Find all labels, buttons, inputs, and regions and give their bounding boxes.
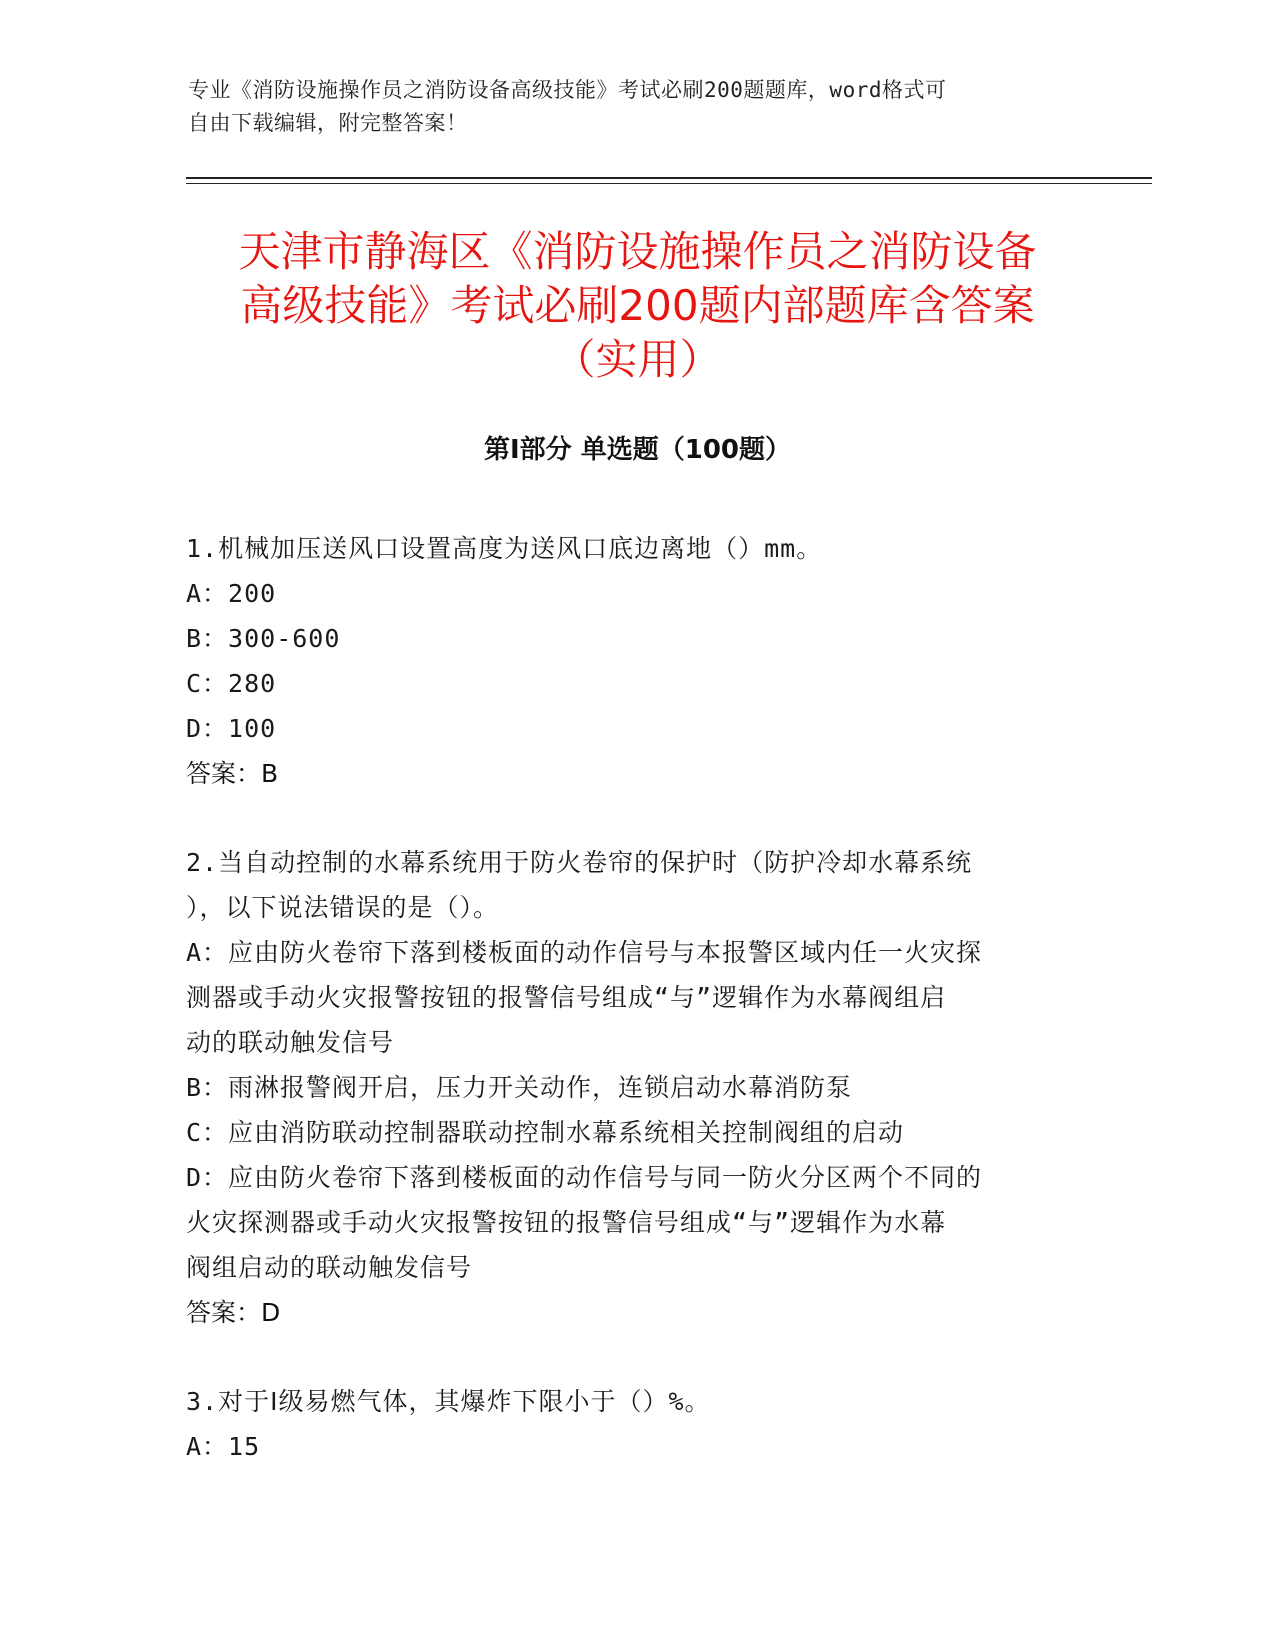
title-line: 高级技能》考试必刷200题内部题库含答案 bbox=[240, 281, 1035, 330]
option-c: C：应由消防联动控制器联动控制水幕系统相关控制阀组的启动 bbox=[186, 1118, 905, 1147]
question-stem: 3.对于Ⅰ级易燃气体，其爆炸下限小于（）%。 bbox=[186, 1387, 711, 1416]
option-b: B：雨淋报警阀开启，压力开关动作，连锁启动水幕消防泵 bbox=[186, 1073, 853, 1102]
option-b: B：300-600 bbox=[186, 624, 341, 653]
answer-line: 答案：B bbox=[186, 759, 279, 788]
header-note bbox=[188, 74, 1068, 140]
option-d: 火灾探测器或手动火灾报警按钮的报警信号组成“与”逻辑作为水幕 bbox=[186, 1208, 947, 1237]
document-title bbox=[160, 225, 1115, 387]
question-stem: 1.机械加压送风口设置高度为送风口底边离地（）mm。 bbox=[186, 534, 823, 563]
option-a: 动的联动触发信号 bbox=[186, 1028, 395, 1057]
question-block bbox=[186, 840, 1086, 1335]
answer-line: 答案：D bbox=[186, 1298, 281, 1327]
header-note-line: 专业《消防设施操作员之消防设备高级技能》考试必刷200题题库，word格式可 bbox=[188, 78, 947, 102]
option-a: A：15 bbox=[186, 1432, 261, 1461]
question-block bbox=[186, 526, 1086, 796]
question-gap bbox=[186, 796, 1086, 840]
option-c: C：280 bbox=[186, 669, 277, 698]
option-d: D：应由防火卷帘下落到楼板面的动作信号与同一防火分区两个不同的 bbox=[186, 1163, 983, 1192]
header-divider-thin bbox=[186, 183, 1152, 184]
title-line: （实用） bbox=[553, 335, 722, 384]
question-stem: 2.当自动控制的水幕系统用于防火卷帘的保护时（防护冷却水幕系统 bbox=[186, 848, 973, 877]
option-a: A：应由防火卷帘下落到楼板面的动作信号与本报警区域内任一火灾探 bbox=[186, 938, 983, 967]
option-a: A：200 bbox=[186, 579, 277, 608]
option-d: 阀组启动的联动触发信号 bbox=[186, 1253, 473, 1282]
option-d: D：100 bbox=[186, 714, 277, 743]
title-line: 天津市静海区《消防设施操作员之消防设备 bbox=[238, 227, 1037, 276]
question-gap bbox=[186, 1335, 1086, 1379]
question-list bbox=[186, 526, 1086, 1469]
section-heading: 第Ⅰ部分 单选题（100题） bbox=[484, 435, 791, 465]
header-divider-thick bbox=[186, 177, 1152, 179]
question-stem: ），以下说法错误的是（）。 bbox=[186, 893, 500, 922]
header-note-line: 自由下载编辑，附完整答案！ bbox=[188, 111, 468, 135]
option-a: 测器或手动火灾报警按钮的报警信号组成“与”逻辑作为水幕阀组启 bbox=[186, 983, 947, 1012]
question-block bbox=[186, 1379, 1086, 1469]
